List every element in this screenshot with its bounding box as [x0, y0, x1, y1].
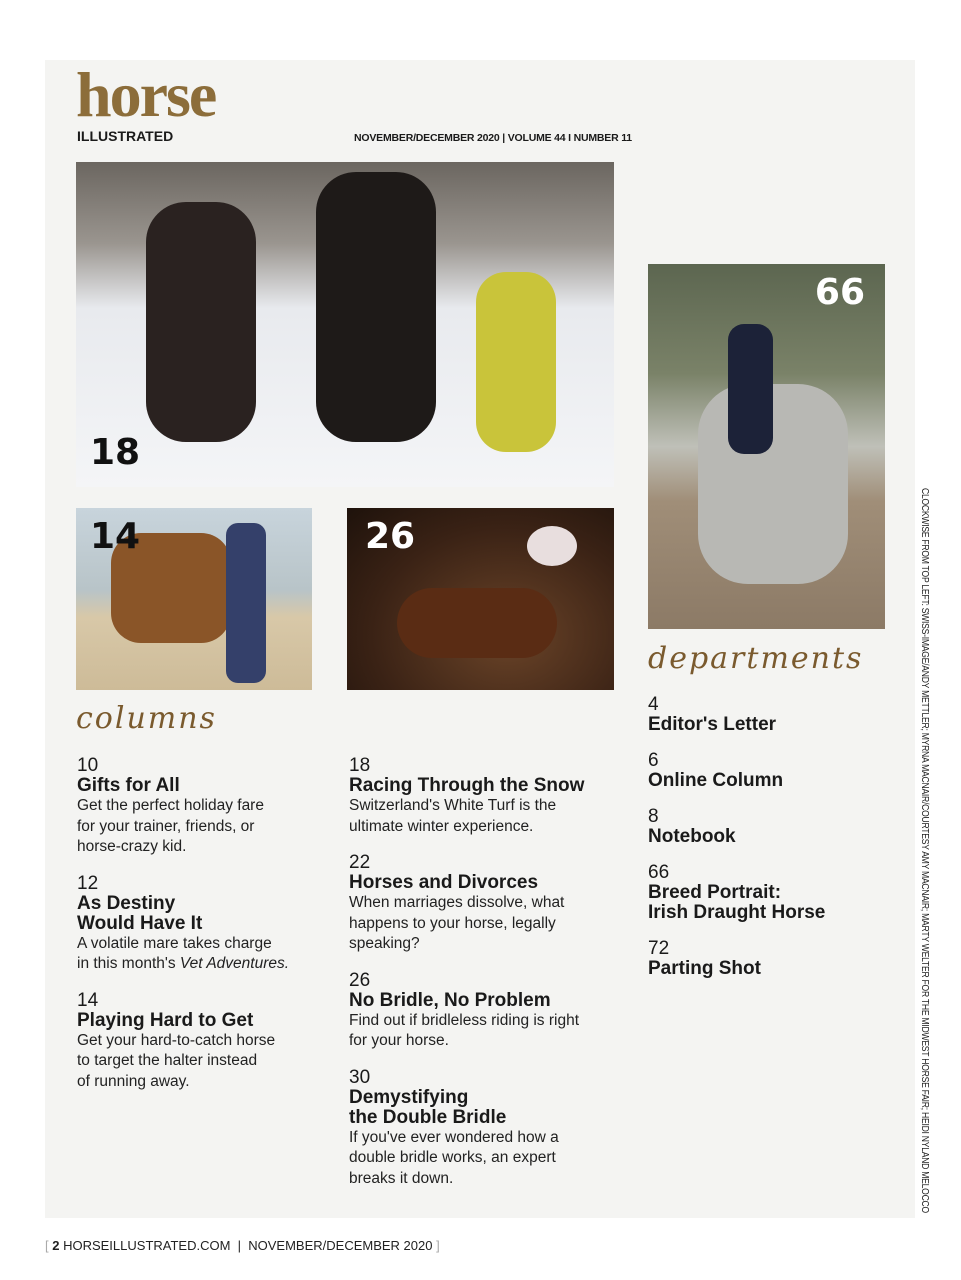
item-page: 18 — [349, 755, 371, 776]
item-title: Horses and Divorces — [349, 872, 539, 893]
item-desc: Get your hard-to-catch horse to target the halter instead of running away. — [77, 1031, 276, 1090]
item-title: No Bridle, No Problem — [349, 989, 551, 1011]
columns-heading: columns — [76, 701, 217, 736]
features-list — [349, 756, 629, 1205]
item-title: Editor's Letter — [648, 714, 777, 735]
page-number-label: 18 — [90, 432, 141, 473]
item-page: 26 — [349, 969, 371, 991]
horse-shape — [698, 384, 848, 584]
bracket: [ — [45, 1238, 53, 1253]
page-number-label: 66 — [814, 272, 865, 313]
person-shape — [226, 523, 266, 683]
photo-halter-horse[interactable] — [76, 508, 312, 690]
toc-item[interactable] — [349, 1068, 629, 1190]
item-page: 14 — [77, 989, 99, 1011]
item-title: Playing Hard to Get — [77, 1009, 254, 1031]
issue-info: NOVEMBER/DECEMBER 2020 | VOLUME 44 I NUMBER 11 — [354, 132, 632, 144]
item-page: 30 — [349, 1066, 371, 1088]
skier-shape — [476, 272, 556, 452]
toc-item[interactable] — [648, 751, 908, 791]
item-desc-text: A volatile mare takes charge in this month's — [77, 934, 272, 972]
item-desc: If you've ever wondered how a double bridle works, an expert breaks it down. — [349, 1128, 559, 1187]
item-title: Notebook — [648, 826, 736, 847]
toc-item[interactable] — [648, 863, 908, 923]
item-page: 8 — [648, 806, 659, 827]
toc-item[interactable] — [349, 853, 629, 955]
page-number: 2 — [52, 1238, 60, 1253]
toc-item[interactable] — [648, 695, 908, 735]
logo: horse — [76, 59, 216, 130]
item-desc: Find out if bridleless riding is right for your horse. — [349, 1011, 580, 1049]
toc-item[interactable] — [77, 874, 337, 975]
toc-item[interactable] — [648, 807, 908, 847]
toc-item[interactable] — [648, 939, 908, 979]
toc-item[interactable] — [349, 756, 629, 837]
item-title: Gifts for All — [77, 775, 180, 796]
toc-item[interactable] — [349, 971, 629, 1052]
item-page: 66 — [648, 862, 670, 883]
item-desc: When marriages dissolve, what happens to your horse, legally speaking? — [349, 894, 565, 952]
departments-list — [648, 695, 908, 995]
horse-shape — [146, 202, 256, 442]
item-title: Parting Shot — [648, 958, 761, 979]
page-number-label: 26 — [365, 516, 416, 557]
item-page: 6 — [648, 750, 659, 771]
item-title: Breed Portrait: Irish Draught Horse — [648, 882, 826, 923]
footer-text: HORSEILLUSTRATED.COM | NOVEMBER/DECEMBER 2020 — [59, 1238, 433, 1253]
item-page: 4 — [648, 694, 659, 715]
departments-heading: departments — [648, 641, 864, 676]
item-title: Online Column — [648, 770, 784, 791]
item-desc — [77, 934, 337, 975]
horse-shape — [397, 588, 557, 658]
toc-item[interactable] — [77, 991, 337, 1093]
item-page: 10 — [77, 755, 99, 776]
item-page: 72 — [648, 938, 670, 959]
horse-shape — [316, 172, 436, 442]
item-page: 12 — [77, 872, 99, 894]
item-title: Racing Through the Snow — [349, 775, 585, 796]
photo-mounted-shooting[interactable] — [347, 508, 614, 690]
toc-item[interactable] — [77, 756, 337, 858]
item-desc: Get the perfect holiday fare for your trainer, friends, or horse-crazy kid. — [77, 797, 264, 855]
rider-shape — [728, 324, 773, 454]
photo-credit: CLOCKWISE FROM TOP LEFT: SWISS-IMAGE/ANDY METTLER; MYRNA MACNAIR/COURTESY AMY MACNAIR; MARTY WELTER FOR THE MIDWEST HORSE FAIR; HEIDI NYLAND MELOCCO — [919, 488, 930, 1213]
columns-list — [77, 756, 337, 1108]
footer — [45, 1238, 440, 1253]
bracket: ] — [432, 1238, 440, 1253]
item-title: As Destiny Would Have It — [77, 892, 203, 934]
item-title: Demystifying the Double Bridle — [349, 1086, 507, 1128]
item-desc: Switzerland's White Turf is the ultimate winter experience. — [349, 797, 557, 835]
item-page: 22 — [349, 852, 371, 873]
logo-subtitle: ILLUSTRATED — [77, 128, 174, 144]
smoke-shape — [527, 526, 577, 566]
photo-irish-draught[interactable] — [648, 264, 885, 629]
item-desc-em: Vet Adventures. — [179, 955, 290, 972]
page-number-label: 14 — [90, 516, 141, 557]
photo-snow-racing[interactable] — [76, 162, 614, 487]
